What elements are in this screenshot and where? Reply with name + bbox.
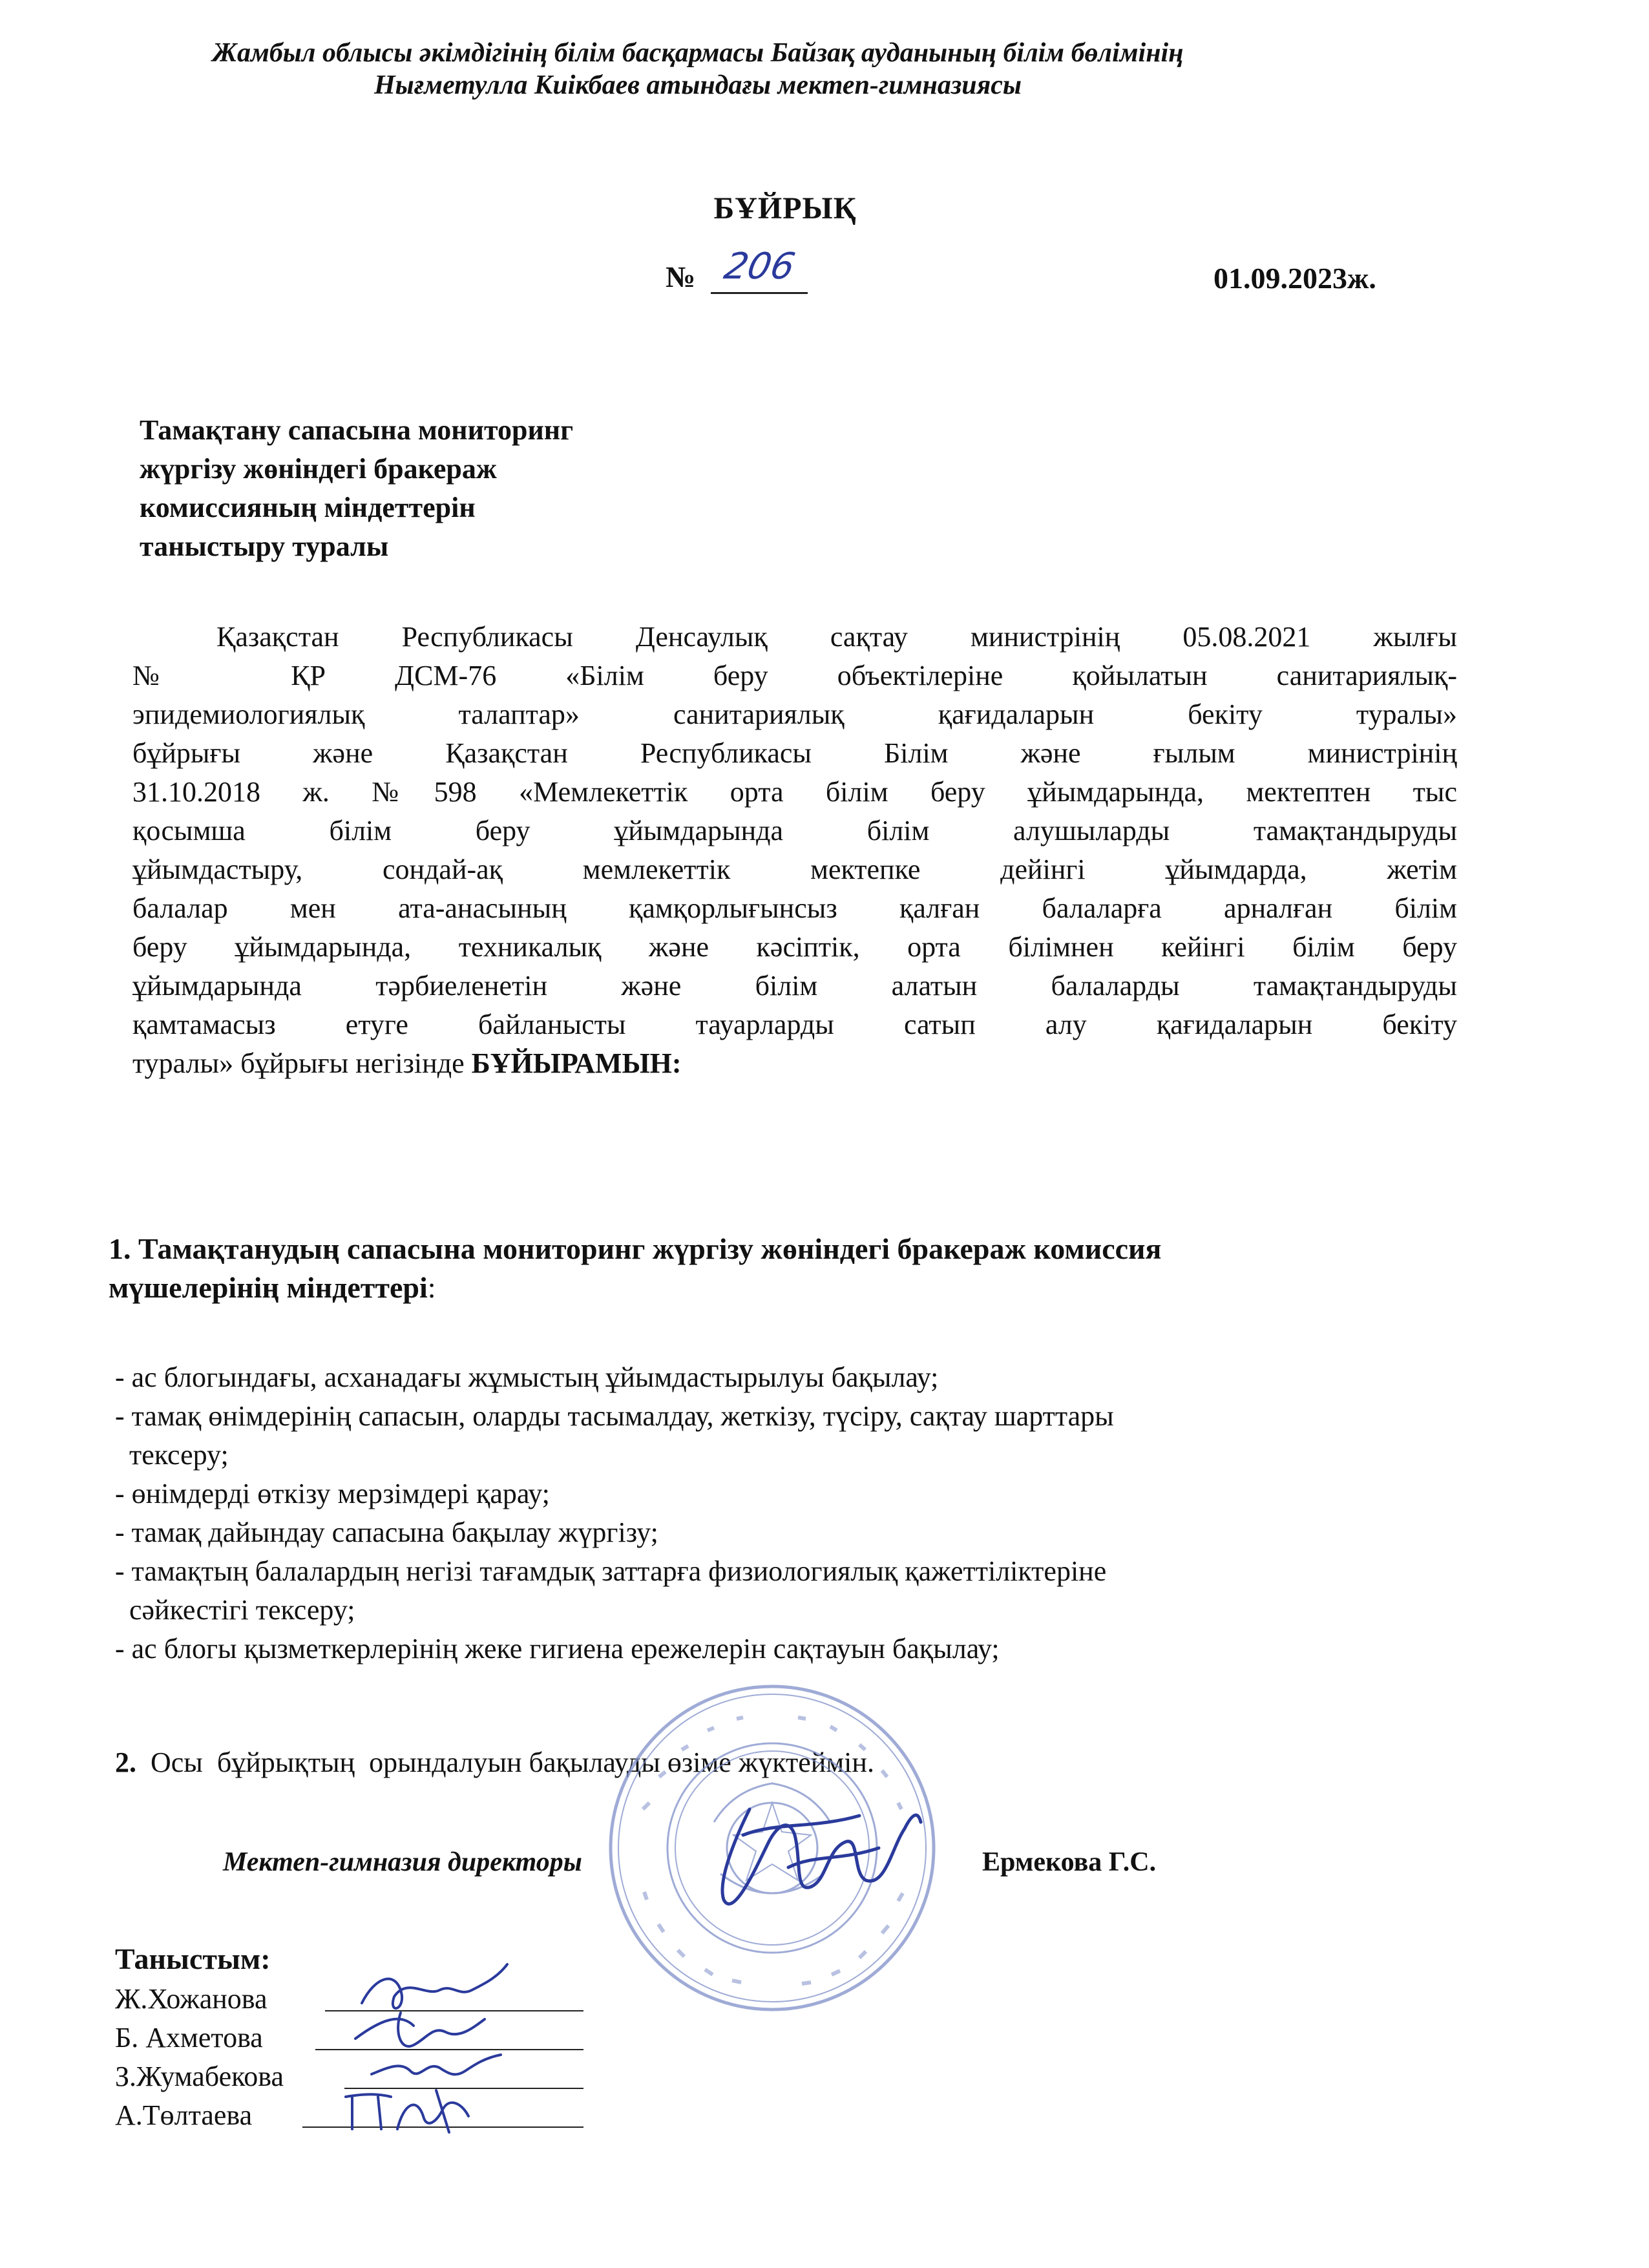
preamble-line: бұйрығы және Қазақстан Республикасы Білім және ғылым министрінің — [132, 737, 1457, 769]
preamble-line: Қазақстан Республикасы Денсаулық сақтау министрінің 05.08.2021 жылғы — [216, 621, 1457, 653]
acquainted-row — [115, 2021, 263, 2054]
acquainted-name: З.Жумабекова — [115, 2061, 284, 2092]
preamble-line: эпидемиологиялық талаптар» санитариялық қағидаларын бекіту туралы» — [132, 698, 1457, 730]
order-number — [666, 246, 799, 294]
order-date: 01.09.2023ж. — [1213, 262, 1376, 295]
acquainted-row — [115, 2060, 284, 2093]
preamble-line: ұйымдарында тәрбиеленетін және білім алатын балаларды тамақтандыруды — [132, 970, 1457, 1002]
acquainted-name: Ж.Хожанова — [115, 1983, 268, 2015]
subject-line-3: комиссияның міндеттерін — [140, 492, 476, 523]
duty-item: - ас блогы қызметкерлерінің жеке гигиена ережелерін сақтауын бақылау; — [115, 1633, 1000, 1664]
director-label: Мектеп-гимназия директоры — [223, 1847, 582, 1877]
item-1-heading: 1. Тамақтанудың сапасына мониторинг жүргізу жөніндегі бракераж комиссия — [109, 1232, 1162, 1265]
number-label: № — [666, 260, 696, 293]
subject-line-2: жүргізу жөніндегі бракераж — [140, 453, 497, 485]
item-1-colon: : — [427, 1271, 436, 1304]
subject-line-1: Тамақтану сапасына мониторинг — [140, 414, 574, 446]
document-title: БҰЙРЫҚ — [713, 191, 857, 226]
duty-item: - ас блогындағы, асханадағы жұмыстың ұйымдастырылуы бақылау; — [115, 1361, 939, 1393]
duty-item-cont: сәйкестігі тексеру; — [129, 1594, 355, 1626]
preamble-line: беру ұйымдарында, техникалық және кәсіптік, орта білімнен кейінгі білім беру — [132, 931, 1457, 963]
item-1-heading-text: мүшелерінің міндеттері — [109, 1271, 428, 1304]
director-signature — [698, 1770, 943, 1932]
preamble-line: туралы» бұйрығы негізінде — [132, 1047, 465, 1079]
duty-item-cont: тексеру; — [129, 1439, 229, 1471]
acquainted-title: Таныстым: — [115, 1942, 271, 1975]
item-1-heading-cont — [109, 1270, 436, 1305]
order-number-handwritten: 206 — [720, 246, 799, 288]
command-word: БҰЙЫРАМЫН: — [471, 1047, 682, 1079]
item-2-number: 2. — [115, 1747, 136, 1778]
acquainted-name: А.Төлтаева — [115, 2099, 253, 2131]
preamble-line: қамтамасыз етуге байланысты тауарларды сатып алу қағидаларын бекіту — [132, 1009, 1457, 1040]
school-header-line-1: Жамбыл облысы әкімдігінің білім басқармасы Байзақ ауданының білім бөлімінің — [212, 38, 1184, 68]
preamble-last-line — [132, 1047, 1457, 1080]
preamble-line: ұйымдастыру, сондай-ақ мемлекеттік мектепке дейінгі ұйымдарда, жетім — [132, 854, 1457, 885]
preamble-line: балалар мен ата-анасының қамқорлығынсыз қалған балаларға арналған білім — [132, 892, 1457, 924]
number-underline — [711, 292, 808, 294]
preamble-line: № ҚР ДСМ-76 «Білім беру объектілеріне қойылатын санитариялық- — [132, 660, 1457, 691]
acquaintance-signature-4 — [339, 2077, 488, 2142]
item-2-text: Осы бұйрықтың орындалуын бақылауды өзіме жүктеймін. — [136, 1747, 874, 1778]
acquainted-row — [115, 1982, 268, 2015]
duty-item: - тамақтың балалардың негізі тағамдық заттарға физиологиялық қажеттіліктеріне — [115, 1555, 1107, 1587]
preamble-line: 31.10.2018 ж. №598 «Мемлекеттік орта білім беру ұйымдарында, мектептен тыс — [132, 776, 1457, 808]
director-name: Ермекова Г.С. — [982, 1847, 1157, 1877]
preamble-line: қосымша білім беру ұйымдарында білім алушыларды тамақтандыруды — [132, 815, 1457, 846]
duty-item: - тамақ өнімдерінің сапасын, оларды тасымалдау, жеткізу, түсіру, сақтау шарттары — [115, 1400, 1114, 1432]
subject-line-4: таныстыру туралы — [140, 530, 389, 562]
school-header-line-2: Нығметулла Киікбаев атындағы мектеп-гимназиясы — [373, 70, 1022, 100]
acquainted-name: Б. Ахметова — [115, 2022, 263, 2053]
acquainted-row — [115, 2099, 252, 2132]
duty-item: - өнімдерді өткізу мерзімдері қарау; — [115, 1478, 550, 1509]
duty-item: - тамақ дайындау сапасына бақылау жүргізу; — [115, 1517, 658, 1548]
